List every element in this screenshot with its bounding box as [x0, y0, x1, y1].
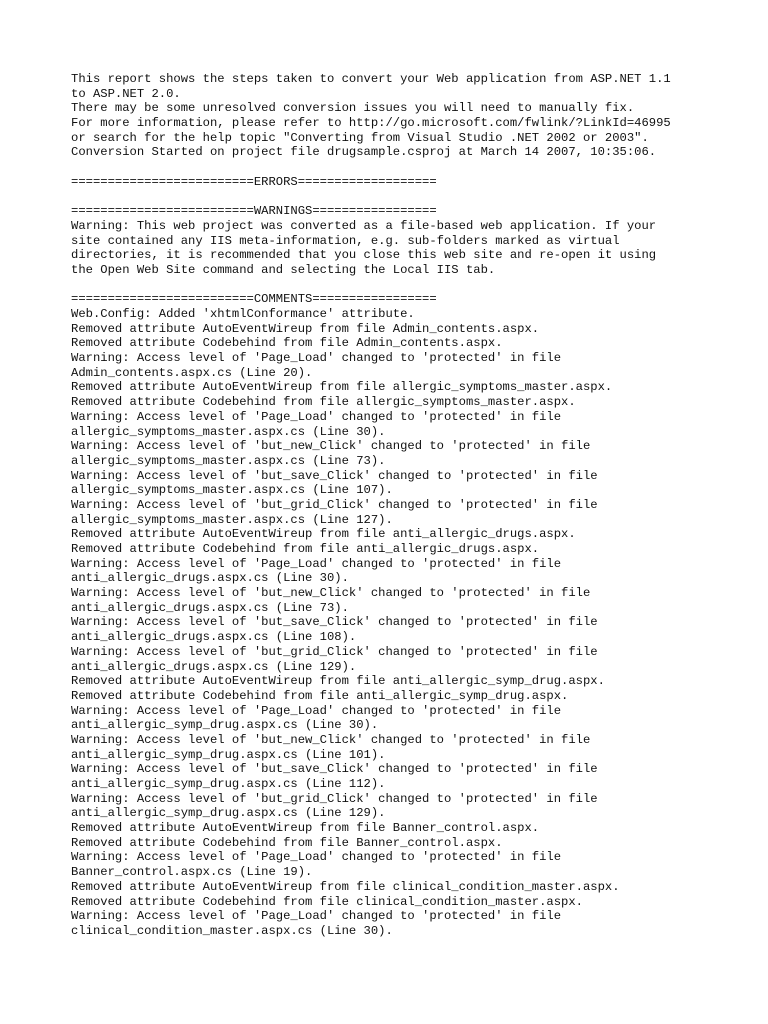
- comments-list: [71, 307, 731, 939]
- intro-line: There may be some unresolved conversion issues you will need to manually fix.: [71, 101, 635, 116]
- warning-line: the Open Web Site command and selecting the Local IIS tab.: [71, 262, 496, 277]
- comment-line: allergic_symptoms_master.aspx.cs (Line 127).: [71, 512, 393, 527]
- comment-line: Removed attribute Codebehind from file anti_allergic_symp_drug.aspx.: [71, 688, 569, 703]
- comment-line: Warning: Access level of 'but_save_Click' changed to 'protected' in file: [71, 468, 598, 483]
- comment-line: clinical_condition_master.aspx.cs (Line 30).: [71, 923, 393, 938]
- intro-line: For more information, please refer to http://go.microsoft.com/fwlink/?LinkId=46995: [71, 116, 671, 131]
- blank-line: [71, 190, 731, 205]
- comment-line: Removed attribute AutoEventWireup from file anti_allergic_symp_drug.aspx.: [71, 674, 605, 689]
- comment-line: Banner_control.aspx.cs (Line 19).: [71, 865, 313, 880]
- warning-line: directories, it is recommended that you close this web site and re-open it using: [71, 248, 657, 263]
- intro-line: Conversion Started on project file drugsample.csproj at March 14 2007, 10:35:06.: [71, 145, 657, 160]
- comment-line: anti_allergic_drugs.aspx.cs (Line 108).: [71, 630, 357, 645]
- comment-line: Warning: Access level of 'Page_Load' changed to 'protected' in file: [71, 409, 562, 424]
- comment-line: allergic_symptoms_master.aspx.cs (Line 107).: [71, 483, 393, 498]
- errors-section-header: =========================ERRORS===================: [71, 174, 437, 189]
- comment-line: allergic_symptoms_master.aspx.cs (Line 73).: [71, 453, 386, 468]
- comments-section-header: =========================COMMENTS=================: [71, 292, 437, 307]
- comment-line: anti_allergic_drugs.aspx.cs (Line 30).: [71, 571, 349, 586]
- comment-line: Removed attribute Codebehind from file anti_allergic_drugs.aspx.: [71, 542, 540, 556]
- comment-line: Warning: Access level of 'Page_Load' changed to 'protected' in file: [71, 351, 562, 366]
- comment-line: Web.Config: Added 'xhtmlConformance' attribute.: [71, 307, 415, 321]
- comment-line: Warning: Access level of 'Page_Load' changed to 'protected' in file: [71, 703, 562, 718]
- warnings-list: [71, 219, 731, 278]
- blank-line: [71, 160, 731, 175]
- comment-line: Removed attribute AutoEventWireup from file clinical_condition_master.aspx.: [71, 879, 620, 894]
- comment-line: Warning: Access level of 'but_grid_Click' changed to 'protected' in file: [71, 644, 598, 659]
- comment-line: Admin_contents.aspx.cs (Line 20).: [71, 365, 313, 380]
- comment-line: Removed attribute Codebehind from file Admin_contents.aspx.: [71, 336, 503, 351]
- comment-line: anti_allergic_symp_drug.aspx.cs (Line 101).: [71, 747, 386, 762]
- comment-line: Warning: Access level of 'Page_Load' changed to 'protected' in file: [71, 850, 562, 865]
- comment-line: Warning: Access level of 'but_save_Click' changed to 'protected' in file: [71, 762, 598, 777]
- comment-line: Warning: Access level of 'but_grid_Click' changed to 'protected' in file: [71, 791, 598, 806]
- comment-line: anti_allergic_drugs.aspx.cs (Line 73).: [71, 600, 349, 615]
- comment-line: Removed attribute Codebehind from file clinical_condition_master.aspx.: [71, 894, 583, 909]
- comment-line: Warning: Access level of 'but_new_Click' changed to 'protected' in file: [71, 439, 591, 454]
- comment-line: Removed attribute Codebehind from file allergic_symptoms_master.aspx.: [71, 395, 576, 410]
- comment-line: anti_allergic_symp_drug.aspx.cs (Line 129).: [71, 806, 386, 821]
- comment-line: Warning: Access level of 'but_new_Click' changed to 'protected' in file: [71, 732, 591, 747]
- warning-line: Warning: This web project was converted as a file-based web application. If your: [71, 218, 657, 233]
- comment-line: Warning: Access level of 'Page_Load' changed to 'protected' in file: [71, 909, 562, 924]
- comment-line: Removed attribute Codebehind from file Banner_control.aspx.: [71, 835, 503, 850]
- report-intro: [71, 72, 731, 160]
- comment-line: Warning: Access level of 'but_save_Click' changed to 'protected' in file: [71, 615, 598, 630]
- comment-line: Removed attribute AutoEventWireup from file allergic_symptoms_master.aspx.: [71, 380, 613, 395]
- comment-line: Warning: Access level of 'but_grid_Click' changed to 'protected' in file: [71, 497, 598, 512]
- comment-line: Removed attribute AutoEventWireup from file anti_allergic_drugs.aspx.: [71, 527, 576, 542]
- comment-line: Removed attribute AutoEventWireup from file Banner_control.aspx.: [71, 821, 540, 836]
- comment-line: anti_allergic_symp_drug.aspx.cs (Line 112).: [71, 777, 386, 791]
- intro-line: to ASP.NET 2.0.: [71, 86, 181, 101]
- warning-line: site contained any IIS meta-information, e.g. sub-folders marked as virtual: [71, 233, 620, 248]
- comment-line: Removed attribute AutoEventWireup from file Admin_contents.aspx.: [71, 321, 540, 336]
- warnings-section-header: =========================WARNINGS=================: [71, 204, 437, 219]
- comment-line: Warning: Access level of 'but_new_Click' changed to 'protected' in file: [71, 586, 591, 601]
- intro-line: or search for the help topic "Converting from Visual Studio .NET 2002 or 2003".: [71, 130, 649, 145]
- comment-line: anti_allergic_symp_drug.aspx.cs (Line 30).: [71, 718, 379, 733]
- blank-line: [71, 278, 731, 293]
- comment-line: anti_allergic_drugs.aspx.cs (Line 129).: [71, 659, 357, 674]
- intro-line: This report shows the steps taken to convert your Web application from ASP.NET 1.1: [71, 72, 671, 86]
- conversion-report: [71, 72, 731, 939]
- comment-line: allergic_symptoms_master.aspx.cs (Line 30).: [71, 424, 386, 439]
- comment-line: Warning: Access level of 'Page_Load' changed to 'protected' in file: [71, 556, 562, 571]
